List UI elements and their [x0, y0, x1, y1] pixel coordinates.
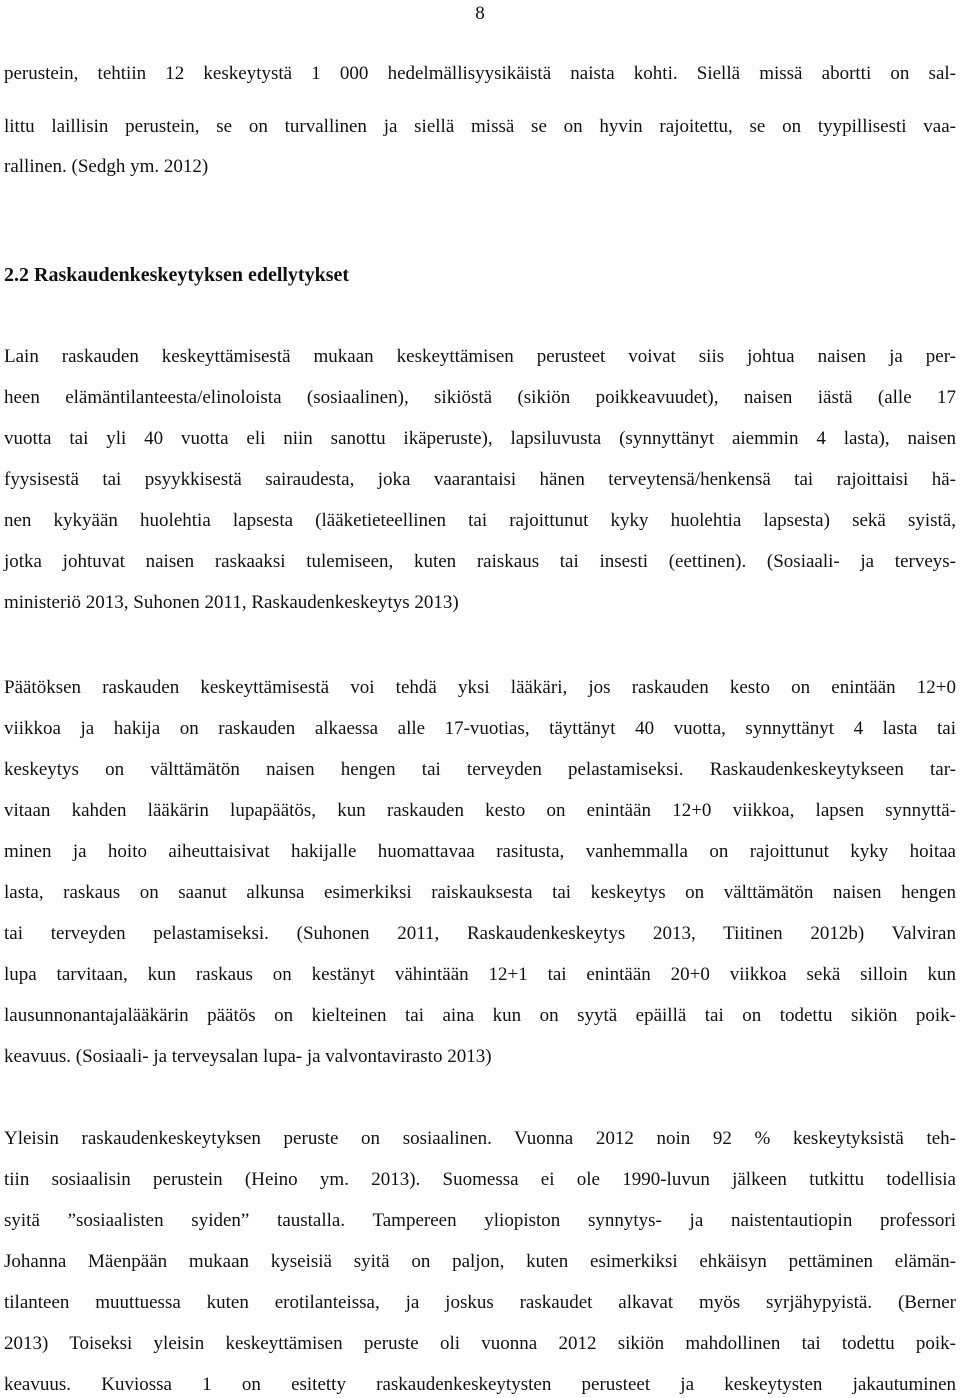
text-line: tiin sosiaalisin perustein (Heino ym. 2013). Suomessa ei ole 1990-luvun jälkeen tutkittu todellisia	[4, 1169, 956, 1190]
text-line: heen elämäntilanteesta/elinoloista (sosiaalinen), sikiöstä (sikiön poikkeavuudet), naisen iästä (alle 17	[4, 387, 956, 408]
text-line: lupa tarvitaan, kun raskaus on kestänyt vähintään 12+1 tai enintään 20+0 viikkoa sekä silloin kun	[4, 964, 956, 985]
text-line: Lain raskauden keskeyttämisestä mukaan keskeyttämisen perusteet voivat siis johtua naisen ja per-	[4, 346, 956, 367]
text-line: keavuus. Kuviossa 1 on esitetty raskaudenkeskeytysten perusteet ja keskeytysten jakautuminen	[4, 1374, 956, 1395]
text-line: perustein, tehtiin 12 keskeytystä 1 000 hedelmällisyysikäistä naista kohti. Siellä missä abortti on sal-	[4, 63, 956, 84]
text-line: keavuus. (Sosiaali- ja terveysalan lupa- ja valvontavirasto 2013)	[4, 1046, 492, 1067]
text-line: Päätöksen raskauden keskeyttämisestä voi tehdä yksi lääkäri, jos raskauden kesto on enintään 12+0	[4, 677, 956, 698]
text-line: lasta, raskaus on saanut alkunsa esimerkiksi raiskauksesta tai keskeytys on välttämätön naisen hengen	[4, 882, 956, 903]
text-line: 2013) Toiseksi yleisin keskeyttämisen peruste oli vuonna 2012 sikiön mahdollinen tai todettu poik-	[4, 1333, 956, 1354]
text-line: Johanna Mäenpään mukaan kyseisiä syitä on paljon, kuten esimerkiksi ehkäisyn pettäminen elämän-	[4, 1251, 956, 1272]
text-line: tilanteen muuttuessa kuten erotilanteissa, ja joskus raskaudet alkavat myös syrjähypyistä. (Berner	[4, 1292, 956, 1313]
section-heading: 2.2 Raskaudenkeskeytyksen edellytykset	[4, 264, 350, 286]
text-line: Yleisin raskaudenkeskeytyksen peruste on sosiaalinen. Vuonna 2012 noin 92 % keskeytyksistä teh-	[4, 1128, 956, 1149]
text-line: viikkoa ja hakija on raskauden alkaessa alle 17-vuotias, täyttänyt 40 vuotta, synnyttänyt 4 lasta tai	[4, 718, 956, 739]
text-line: littu laillisin perustein, se on turvallinen ja siellä missä se on hyvin rajoitettu, se on tyypillisesti vaa-	[4, 116, 956, 137]
text-line: vitaan kahden lääkärin lupapäätös, kun raskauden kesto on enintään 12+0 viikkoa, lapsen synnyttä-	[4, 800, 956, 821]
text-line: jotka johtuvat naisen raskaaksi tulemiseen, kuten raiskaus tai insesti (eettinen). (Sosiaali- ja terveys-	[4, 551, 956, 572]
text-line: rallinen. (Sedgh ym. 2012)	[4, 156, 209, 177]
text-line: vuotta tai yli 40 vuotta eli niin sanottu ikäperuste), lapsiluvusta (synnyttänyt aiemmin 4 lasta), naisen	[4, 428, 956, 449]
text-line: ministeriö 2013, Suhonen 2011, Raskaudenkeskeytys 2013)	[4, 592, 459, 613]
text-line: nen kykyään huolehtia lapsesta (lääketieteellinen tai rajoittunut kyky huolehtia lapsesta) sekä syistä,	[4, 510, 956, 531]
text-line: minen ja hoito aiheuttaisivat hakijalle huomattavaa rasitusta, vanhemmalla on rajoittunut kyky hoitaa	[4, 841, 956, 862]
text-line: syitä ”sosiaalisten syiden” taustalla. Tampereen yliopiston synnytys- ja naistentautiopin professori	[4, 1210, 956, 1231]
text-line: keskeytys on välttämätön naisen hengen tai terveyden pelastamiseksi. Raskaudenkeskeytykseen tar-	[4, 759, 956, 780]
text-line: tai terveyden pelastamiseksi. (Suhonen 2011, Raskaudenkeskeytys 2013, Tiitinen 2012b) Valviran	[4, 923, 956, 944]
text-line: fyysisestä tai psyykkisestä sairaudesta, joka vaarantaisi hänen terveytensä/henkensä tai rajoittaisi hä-	[4, 469, 956, 490]
text-line: lausunnonantajalääkärin päätös on kielteinen tai aina kun on syytä epäillä tai on todettu sikiön poik-	[4, 1005, 956, 1026]
page-number: 8	[475, 3, 485, 24]
